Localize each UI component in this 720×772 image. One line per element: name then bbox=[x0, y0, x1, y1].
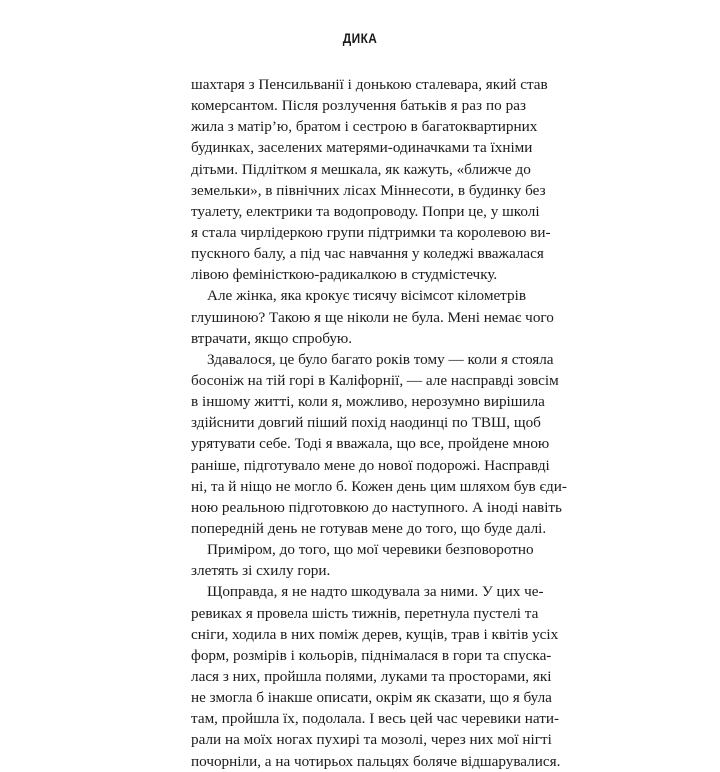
text-line: лівою феміністкою-радикалкою в студмістечку. bbox=[191, 266, 498, 284]
text-line: злетять зі схилу гори. bbox=[191, 562, 331, 580]
text-line: босоніж на тій горі в Каліфорнії, — але насправді зовсім bbox=[191, 371, 559, 389]
text-line: рали на моїх ногах пухирі та мозолі, через них мої нігті bbox=[191, 731, 552, 749]
text-line: земельки», в північних лісах Міннесоти, в будинку без bbox=[191, 181, 546, 199]
text-line: сніги, ходила в них поміж дерев, кущів, трав і квітів усіх bbox=[191, 625, 559, 643]
text-line: будинках, заселених матерями-одиначками та їхніми bbox=[191, 139, 533, 157]
text-line: ною реальною підготовкою до наступного. А іноді навіть bbox=[191, 498, 562, 516]
text-line: я стала чирлідеркою групи підтримки та королевою ви- bbox=[191, 223, 551, 241]
text-line: попередній день не готував мене до того, що буде далі. bbox=[191, 519, 547, 537]
text-line: Приміром, до того, що мої черевики безповоротно bbox=[207, 541, 534, 559]
text-line: туалету, електрики та водопроводу. Попри це, у школі bbox=[191, 202, 540, 220]
text-line: в іншому житті, коли я, можливо, нерозумно вирішила bbox=[191, 393, 545, 411]
text-line: глушиною? Такою я ще ніколи не була. Мені немає чого bbox=[191, 308, 554, 326]
body-text bbox=[191, 74, 567, 772]
text-line: форм, розмірів і кольорів, піднімалася в гори та спуска- bbox=[191, 646, 552, 664]
text-line: урятувати себе. Тоді я вважала, що все, пройдене мною bbox=[191, 435, 550, 453]
text-line: ревиках я провела шість тижнів, перетнула пустелі та bbox=[191, 604, 539, 622]
running-head: ДИКА bbox=[342, 30, 378, 46]
text-line: Здавалося, це було багато років тому — коли я стояла bbox=[207, 350, 554, 368]
text-line: Щоправда, я не надто шкодувала за ними. У цих че- bbox=[207, 583, 544, 601]
paragraph bbox=[191, 74, 551, 285]
text-line: Але жінка, яка крокує тисячу вісімсот кілометрів bbox=[207, 287, 526, 305]
text-line: комерсантом. Після розлучення батьків я раз по раз bbox=[191, 97, 526, 115]
text-line: ні, та й ніщо не могло б. Кожен день цим шляхом був єди- bbox=[191, 477, 567, 495]
text-line: раніше, підготувало мене до нової подорожі. Насправді bbox=[191, 456, 550, 474]
text-line: здійснити довгий піший похід наодинці по ТВШ, щоб bbox=[191, 414, 541, 432]
text-line: там, пройшла їх, подолала. І весь цей час черевики нати- bbox=[191, 710, 560, 728]
paragraph bbox=[191, 539, 534, 581]
text-line: жила з матір’ю, братом і сестрою в багатоквартирних bbox=[191, 118, 538, 136]
text-line: не змогла б інакше описати, окрім як сказати, що я була bbox=[191, 689, 552, 707]
text-line: лася з них, пройшла полями, луками та просторами, які bbox=[191, 667, 552, 685]
text-line: пускного балу, а під час навчання у коледжі вважалася bbox=[191, 245, 544, 263]
paragraph bbox=[191, 349, 567, 539]
paragraph bbox=[191, 581, 561, 771]
text-line: почорніли, а на чотирьох пальцях боляче відшарувалися. bbox=[191, 752, 561, 770]
text-line: шахтаря з Пенсильванії і донькою сталевара, який став bbox=[191, 76, 548, 93]
paragraph bbox=[191, 285, 554, 348]
text-line: втрачати, якщо спробую. bbox=[191, 329, 353, 347]
text-line: дітьми. Підлітком я мешкала, як кажуть, «ближче до bbox=[191, 160, 531, 178]
